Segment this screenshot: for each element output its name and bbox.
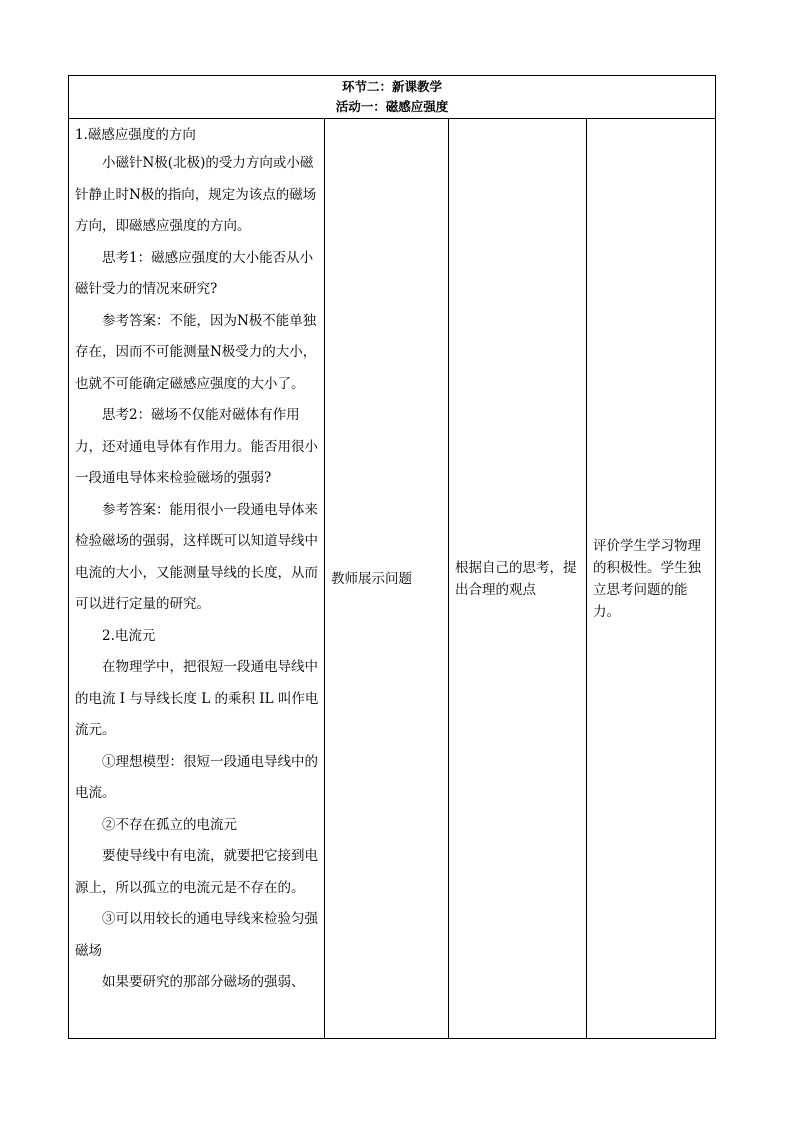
content-paragraph: 思考2：磁场不仅能对磁体有作用力，还对通电导体有作用力。能否用很小一段通电导体来检验磁场的强弱? (75, 407, 318, 486)
teacher-activity-cell (325, 119, 449, 1039)
content-cell (69, 119, 325, 1039)
table-header-cell (69, 76, 716, 119)
content-paragraph: 思考1：磁感应强度的大小能否从小磁针受力的情况来研究? (75, 249, 314, 297)
content-paragraph: 参考答案：不能，因为N极不能单独存在，因而不可能测量N极受力的大小，也就不可能确定磁感应强度的大小了。 (75, 312, 317, 392)
teacher-activity-text: 教师展示问题 (331, 570, 412, 587)
content-paragraph: 如果要研究的那部分磁场的强弱、 (102, 974, 305, 990)
section-title: 环节二：新课教学 (342, 79, 443, 94)
content-paragraph: 小磁针N极(北极)的受力方向或小磁针静止时N极的指向，规定为该点的磁场方向，即磁感应强度的方向。 (75, 155, 317, 234)
table-body-row (69, 119, 716, 1039)
content-paragraph: 要使导线中有电流，就要把它接到电源上，所以孤立的电流元是不存在的。 (75, 848, 318, 896)
content-paragraph: ③可以用较长的通电导线来检验匀强磁场 (75, 911, 318, 959)
lesson-plan-table (68, 75, 716, 1039)
design-intent-text: 评价学生学习物理的积极性。学生独立思考问题的能力。 (593, 537, 701, 620)
content-paragraph: 参考答案：能用很小一段通电导体来检验磁场的强弱，这样既可以知道导线中电流的大小，又能测量导线的长度，从而可以进行定量的研究。 (75, 501, 318, 612)
student-activity-cell (449, 119, 587, 1039)
student-activity-text: 根据自己的思考，提出合理的观点 (455, 559, 577, 598)
content-heading-direction: 1.磁感应强度的方向 (75, 127, 196, 143)
content-paragraph: 在物理学中，把很短一段通电导线中的电流 I 与导线长度 L 的乘积 IL 叫作电流元。 (75, 659, 319, 738)
content-paragraph: ②不存在孤立的电流元 (102, 816, 237, 833)
content-heading-current-element: 2.电流元 (102, 627, 156, 644)
design-intent-cell (587, 119, 716, 1039)
content-paragraph: ①理想模型：很短一段通电导线中的电流。 (75, 753, 318, 801)
activity-title: 活动一：磁感应强度 (335, 99, 449, 114)
table-header-row (69, 76, 716, 119)
